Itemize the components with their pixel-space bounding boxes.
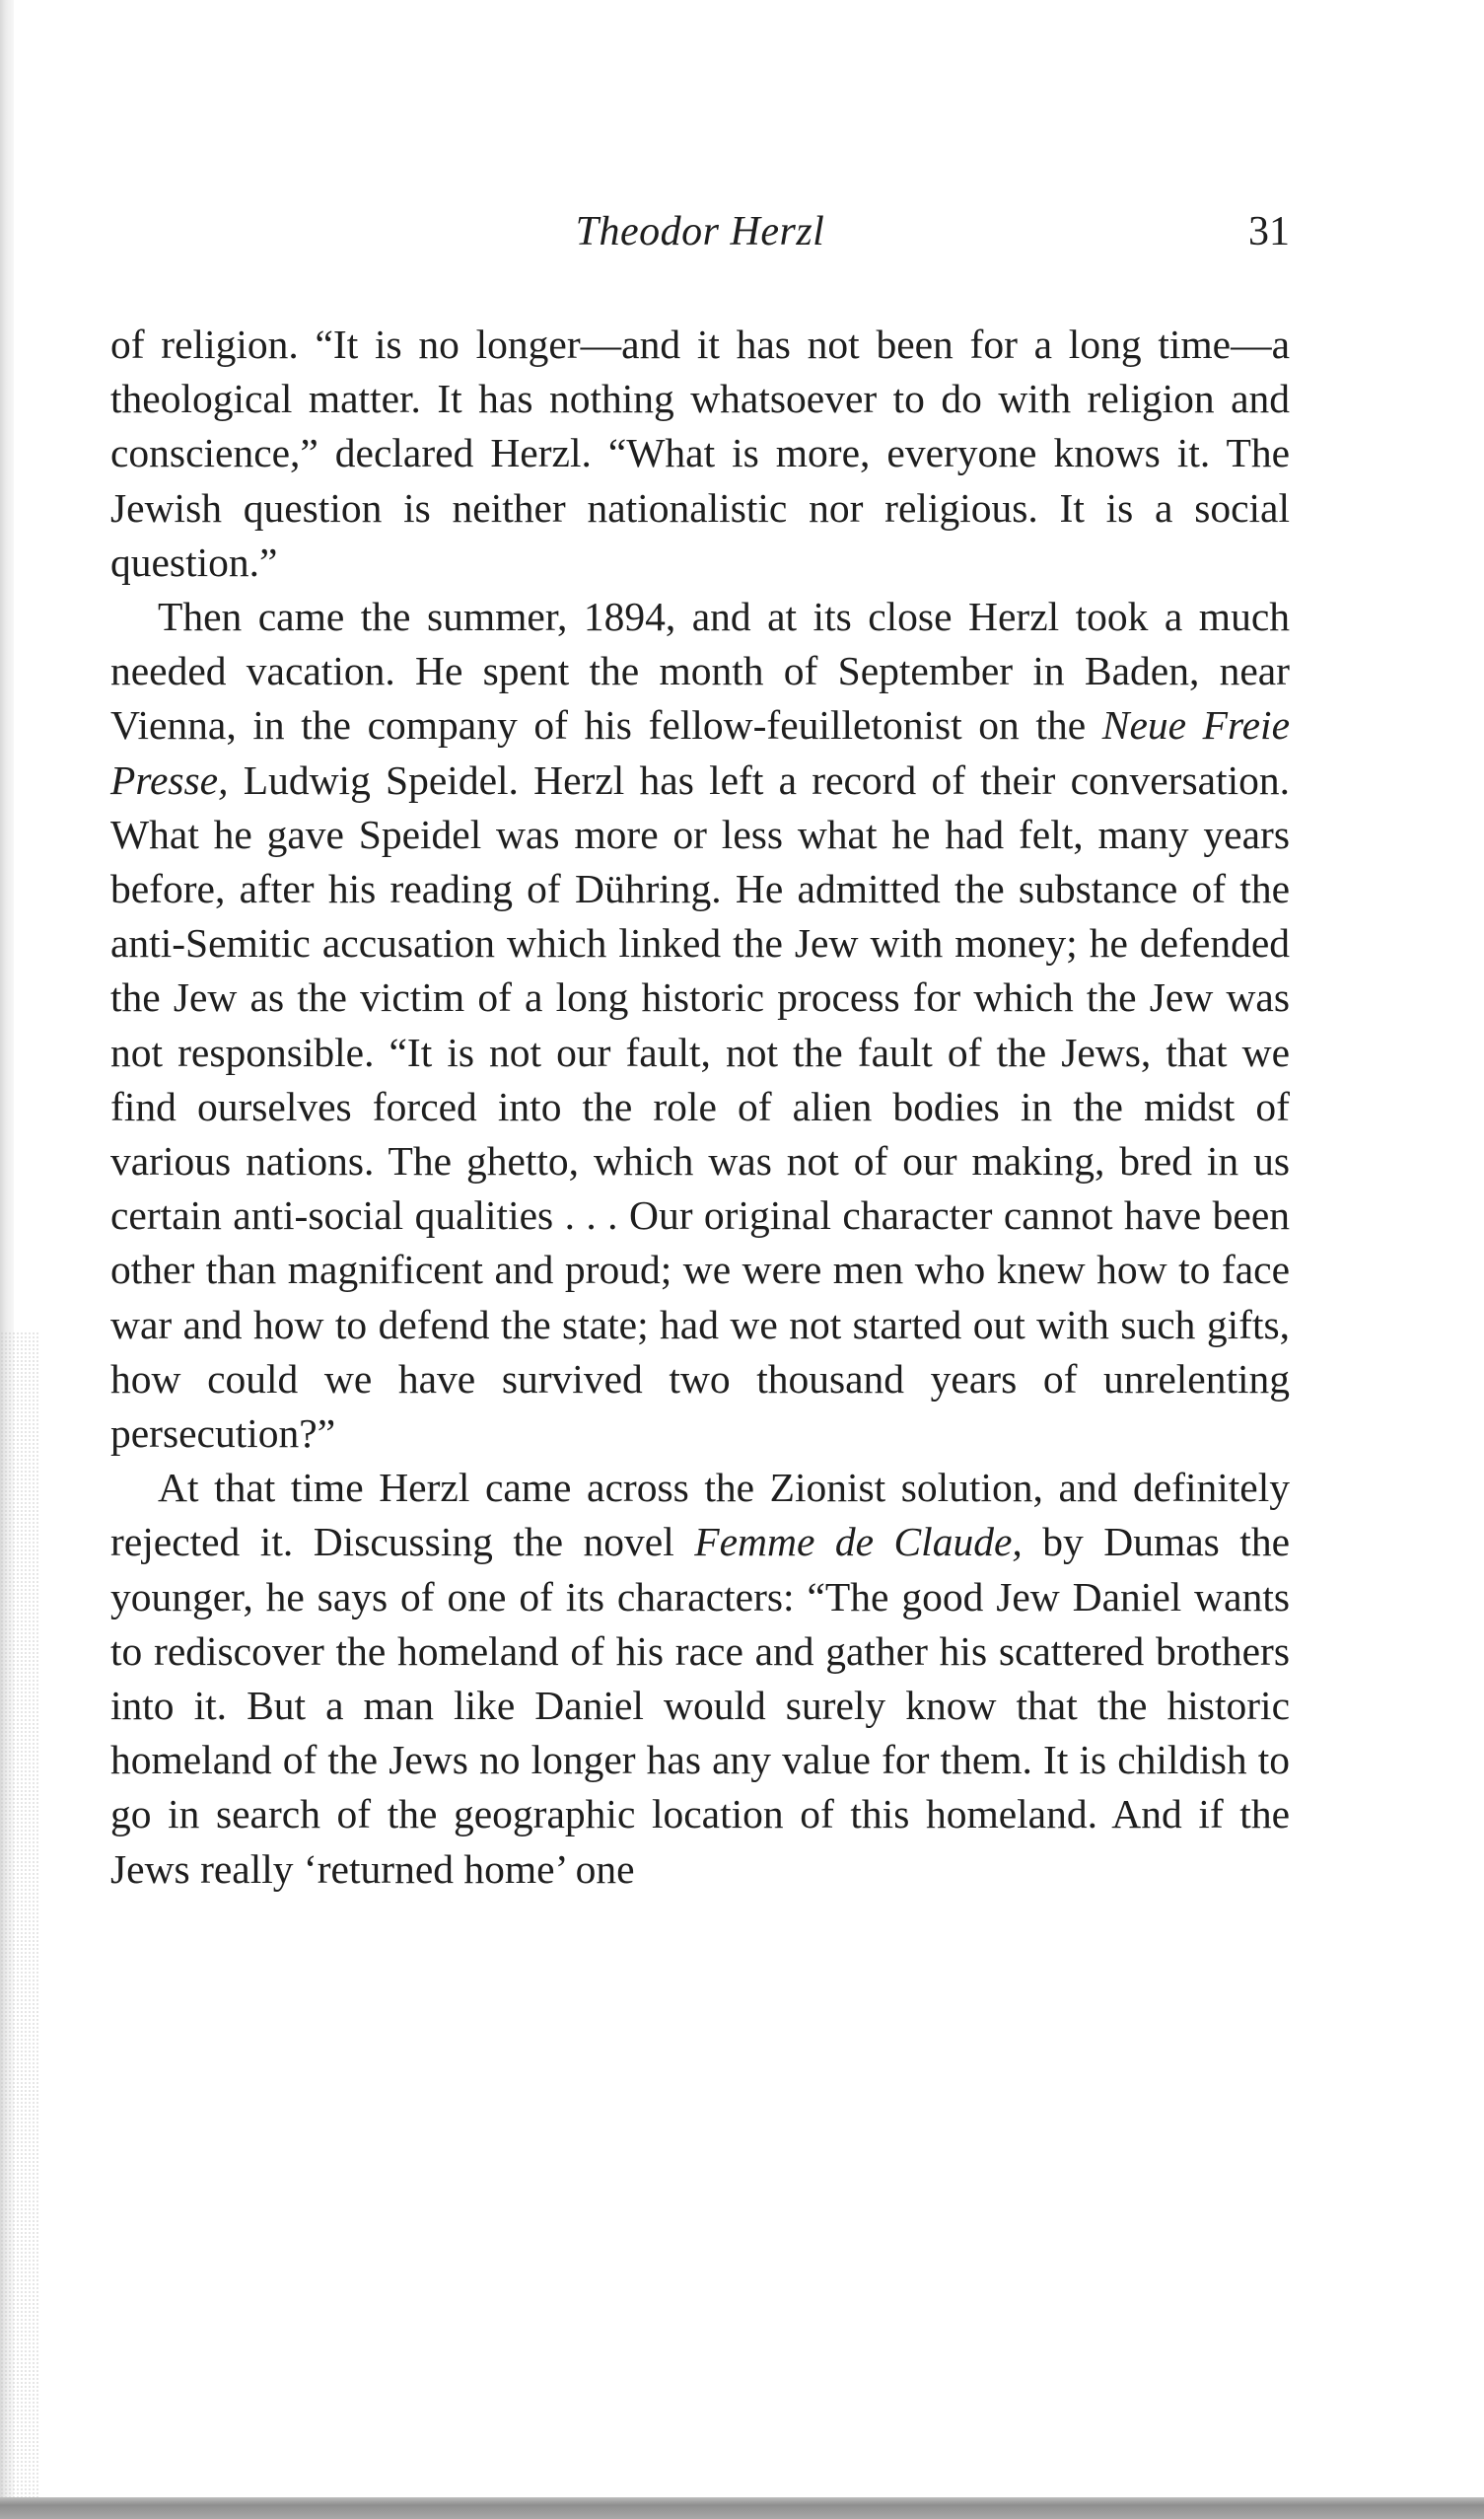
paragraph-3-text-b: by Dumas the younger, he says of one of its characters: “The good Jew Daniel wants to rediscover the homeland of his race and gather his scattered brothers into it. But a man like Daniel would surely know that the historic homeland of the Jews no longer has any value for them. It is childish to go in search of the geographic location of this homeland. And if the Jews really ‘returned home’ one: [110, 1519, 1290, 1892]
body-text: [110, 318, 1290, 1897]
paragraph-2-text-a: Then came the summer, 1894, and at its close Herzl took a much needed vacation. He spent the month of September in Baden, near Vienna, in the company of his fellow-feuilletonist on the: [110, 594, 1290, 749]
scan-bottom-edge: [0, 2497, 1484, 2519]
newspaper-title: Neue Freie Presse,: [110, 702, 1290, 803]
paragraph-3-text-a: At that time Herzl came across the Zionist solution, and definitely rejected it. Discussing the novel: [110, 1465, 1290, 1565]
paragraph-2: [110, 590, 1290, 1461]
paragraph-3: [110, 1461, 1290, 1897]
running-head: [110, 202, 1290, 261]
paragraph-1-text: of religion. “It is no longer—and it has not been for a long time—a theological matter. It has nothing whatsoever to do with religion and conscience,” declared Herzl. “What is more, everyone knows it. The Jewish question is neither nationalistic nor religious. It is a social question.”: [110, 322, 1290, 585]
paragraph-1: [110, 318, 1290, 590]
paragraph-2-text-b: Ludwig Speidel. Herzl has left a record of their conversation. What he gave Speidel was more or less what he had felt, many years before, after his reading of Dühring. He admitted the substance of the anti-Semitic accusation which linked the Jew with money; he defended the Jew as the victim of a long historic process for which the Jew was not responsible. “It is not our fault, not the fault of the Jews, that we find ourselves forced into the role of alien bodies in the midst of various nations. The ghetto, which was not of our making, bred in us certain anti-social qualities . . . Our original character cannot have been other than magnificent and proud; we were men who knew how to face war and how to defend the state; had we not started out with such gifts, how could we have survived two thousand years of unrelenting persecution?”: [110, 756, 1290, 1457]
page-binding-texture: [0, 1331, 39, 2519]
novel-title: Femme de Claude,: [694, 1519, 1023, 1565]
page-number: 31: [1248, 209, 1290, 254]
running-head-title: Theodor Herzl: [575, 209, 825, 254]
